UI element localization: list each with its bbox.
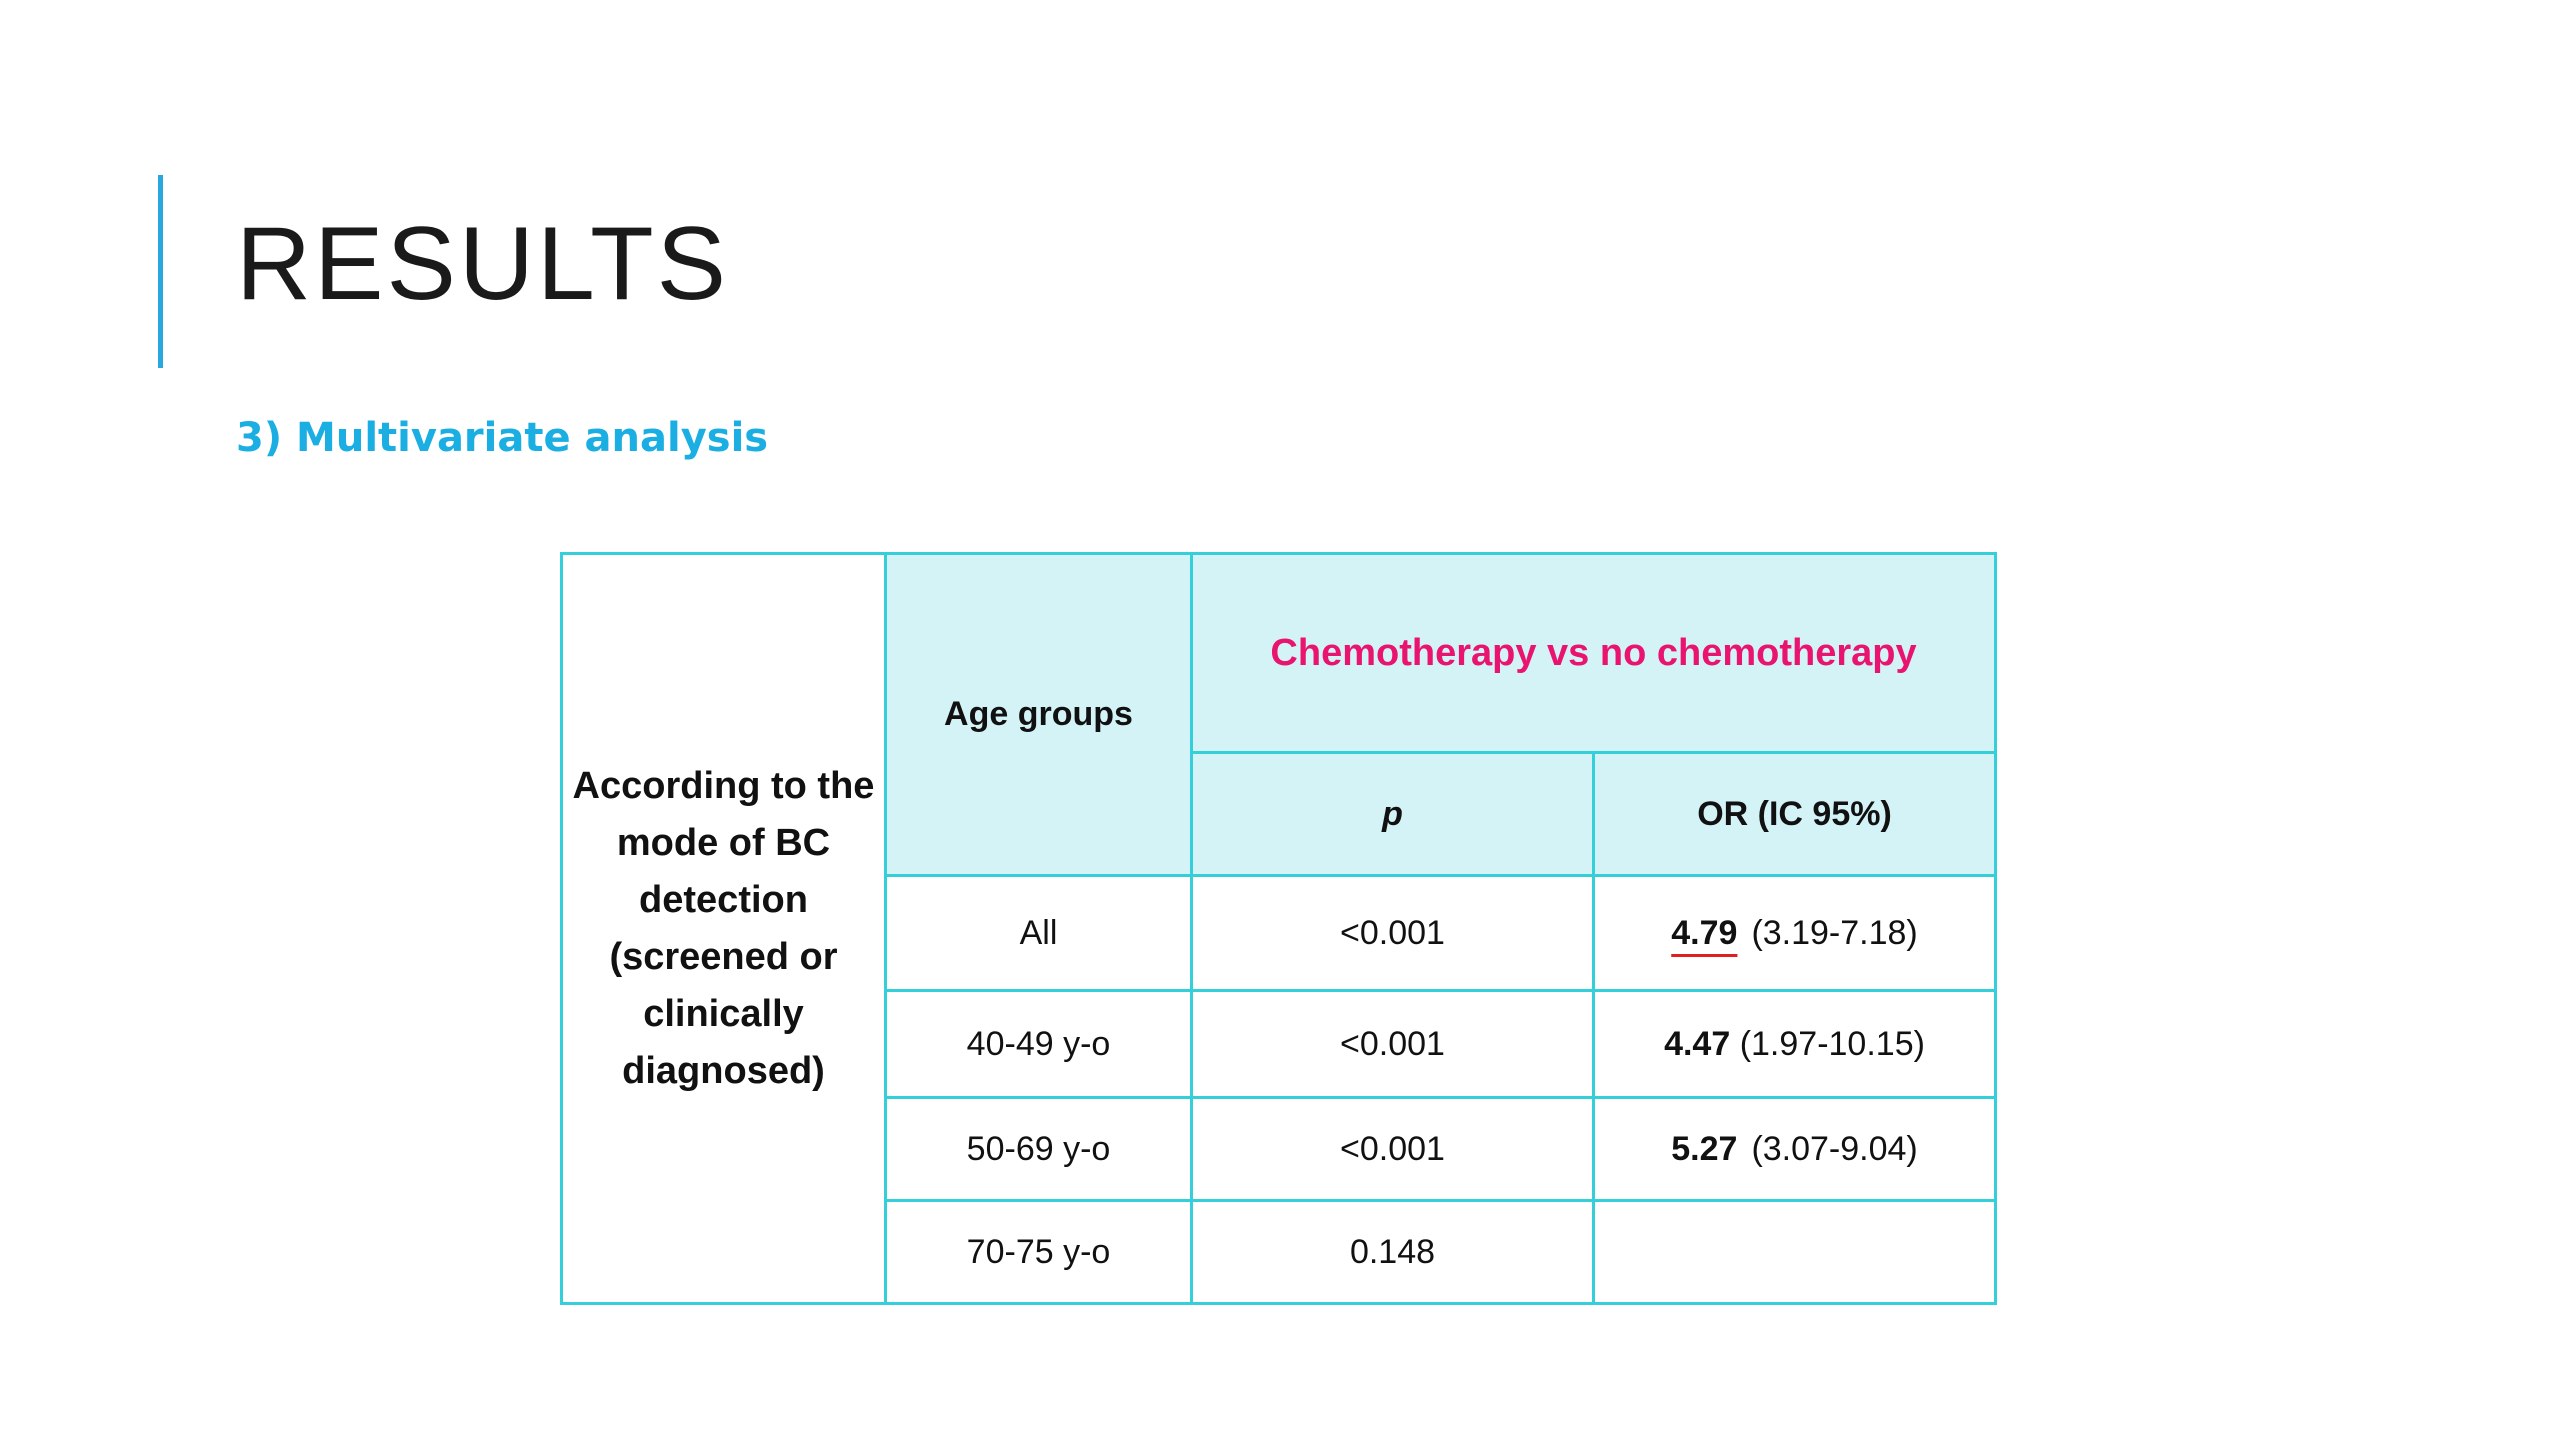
detection-mode-header: According to the mode of BC detection (screened or clinically diagnosed) (562, 554, 886, 1304)
age-group-cell: 50-69 y-o (886, 1098, 1192, 1201)
title-accent-bar (158, 175, 163, 368)
p-value-cell: <0.001 (1192, 991, 1594, 1098)
confidence-interval: (3.07-9.04) (1751, 1129, 1918, 1168)
age-group-cell: 40-49 y-o (886, 991, 1192, 1098)
p-value-cell: <0.001 (1192, 1098, 1594, 1201)
slide-title: RESULTS (236, 206, 729, 322)
p-value-cell: <0.001 (1192, 876, 1594, 991)
p-value-cell: 0.148 (1192, 1201, 1594, 1304)
odds-ratio-value: 4.79 (1671, 913, 1738, 952)
odds-ratio-value: 5.27 (1671, 1129, 1738, 1168)
age-group-cell: 70-75 y-o (886, 1201, 1192, 1304)
odds-ratio-cell (1594, 991, 1996, 1098)
odds-ratio-cell (1594, 1201, 1996, 1304)
slide-subtitle: 3) Multivariate analysis (236, 415, 769, 461)
comparison-header: Chemotherapy vs no chemotherapy (1192, 554, 1996, 753)
age-group-cell: All (886, 876, 1192, 991)
odds-ratio-value: 4.47 (1664, 1024, 1731, 1063)
p-value-header: p (1192, 753, 1594, 876)
odds-ratio-header: OR (IC 95%) (1594, 753, 1996, 876)
odds-ratio-cell (1594, 876, 1996, 991)
multivariate-results-table (560, 552, 1997, 1305)
confidence-interval: (1.97-10.15) (1739, 1024, 1925, 1063)
age-groups-header: Age groups (886, 554, 1192, 876)
table-header-row-1 (562, 554, 1996, 753)
odds-ratio-cell (1594, 1098, 1996, 1201)
confidence-interval: (3.19-7.18) (1751, 913, 1918, 952)
